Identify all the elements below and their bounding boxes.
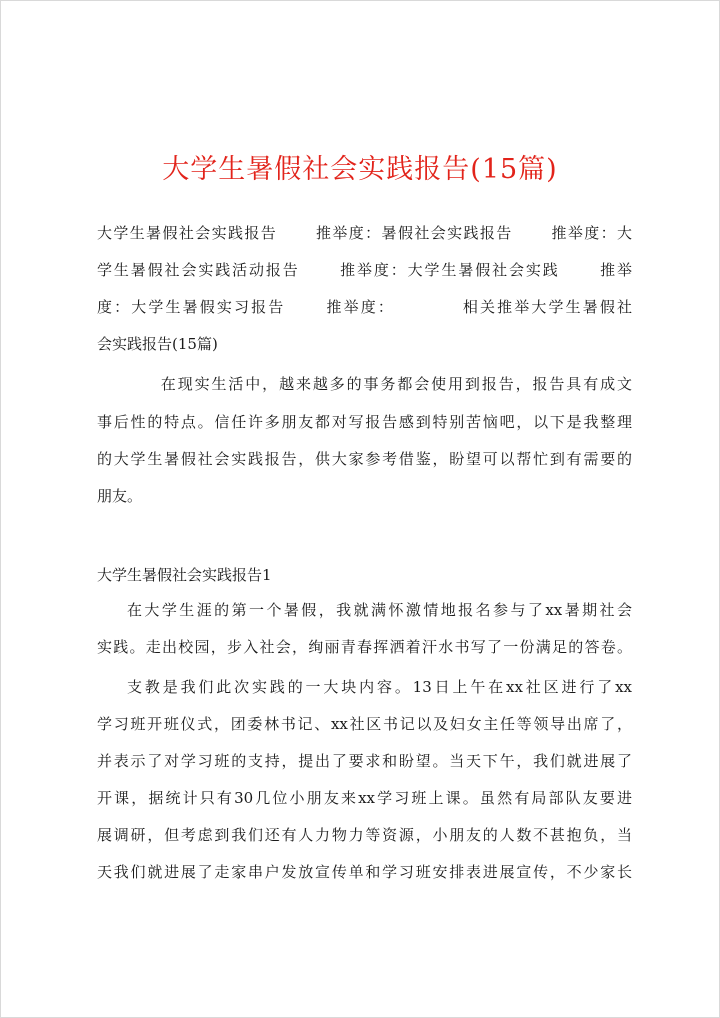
- intro-line-2: 事后性的特点。信任许多朋友都对写报告感到特别苦恼吧，以下是我整理: [97, 413, 632, 431]
- para1-line-2: 实践。走出校园，步入社会，绚丽青春挥洒着汗水书写了一份满足的答卷。: [97, 638, 632, 656]
- para2-line-1: 支教是我们此次实践的一大块内容。13日上午在xx社区进行了xx: [127, 678, 632, 696]
- intro-line-3: 的大学生暑假社会实践报告，供大家参考借鉴，盼望可以帮忙到有需要的: [97, 450, 632, 468]
- para1-line-1: 在大学生涯的第一个暑假，我就满怀激情地报名参与了xx暑期社会: [127, 601, 632, 619]
- section-heading: 大学生暑假社会实践报告1: [97, 566, 272, 584]
- recommend-line-2: 学生暑假社会实践活动报告 推举度：大学生暑假社会实践 推举: [97, 261, 632, 279]
- document-title: 大学生暑假社会实践报告(15篇): [162, 154, 558, 185]
- para2-line-3: 并表示了对学习班的支持，提出了要求和盼望。当天下午，我们就进展了: [97, 752, 632, 770]
- recommend-line-4: 会实践报告(15篇): [97, 335, 218, 353]
- para2-line-4: 开课，据统计只有30几位小朋友来xx学习班上课。虽然有局部队友要进: [97, 789, 632, 807]
- intro-line-4: 朋友。: [97, 487, 143, 505]
- para2-line-5: 展调研，但考虑到我们还有人力物力等资源，小朋友的人数不甚抱负，当: [97, 826, 632, 844]
- recommend-line-1: 大学生暑假社会实践报告 推举度：暑假社会实践报告 推举度：大: [97, 224, 632, 242]
- para2-line-6: 天我们就进展了走家串户发放宣传单和学习班安排表进展宣传，不少家长: [97, 863, 632, 881]
- recommend-line-3: 度：大学生暑假实习报告 推举度： 相关推举大学生暑假社: [97, 298, 632, 316]
- intro-line-1: 在现实生活中，越来越多的事务都会使用到报告，报告具有成文: [127, 375, 632, 393]
- para2-line-2: 学习班开班仪式，团委林书记、xx社区书记以及妇女主任等领导出席了，: [97, 715, 632, 733]
